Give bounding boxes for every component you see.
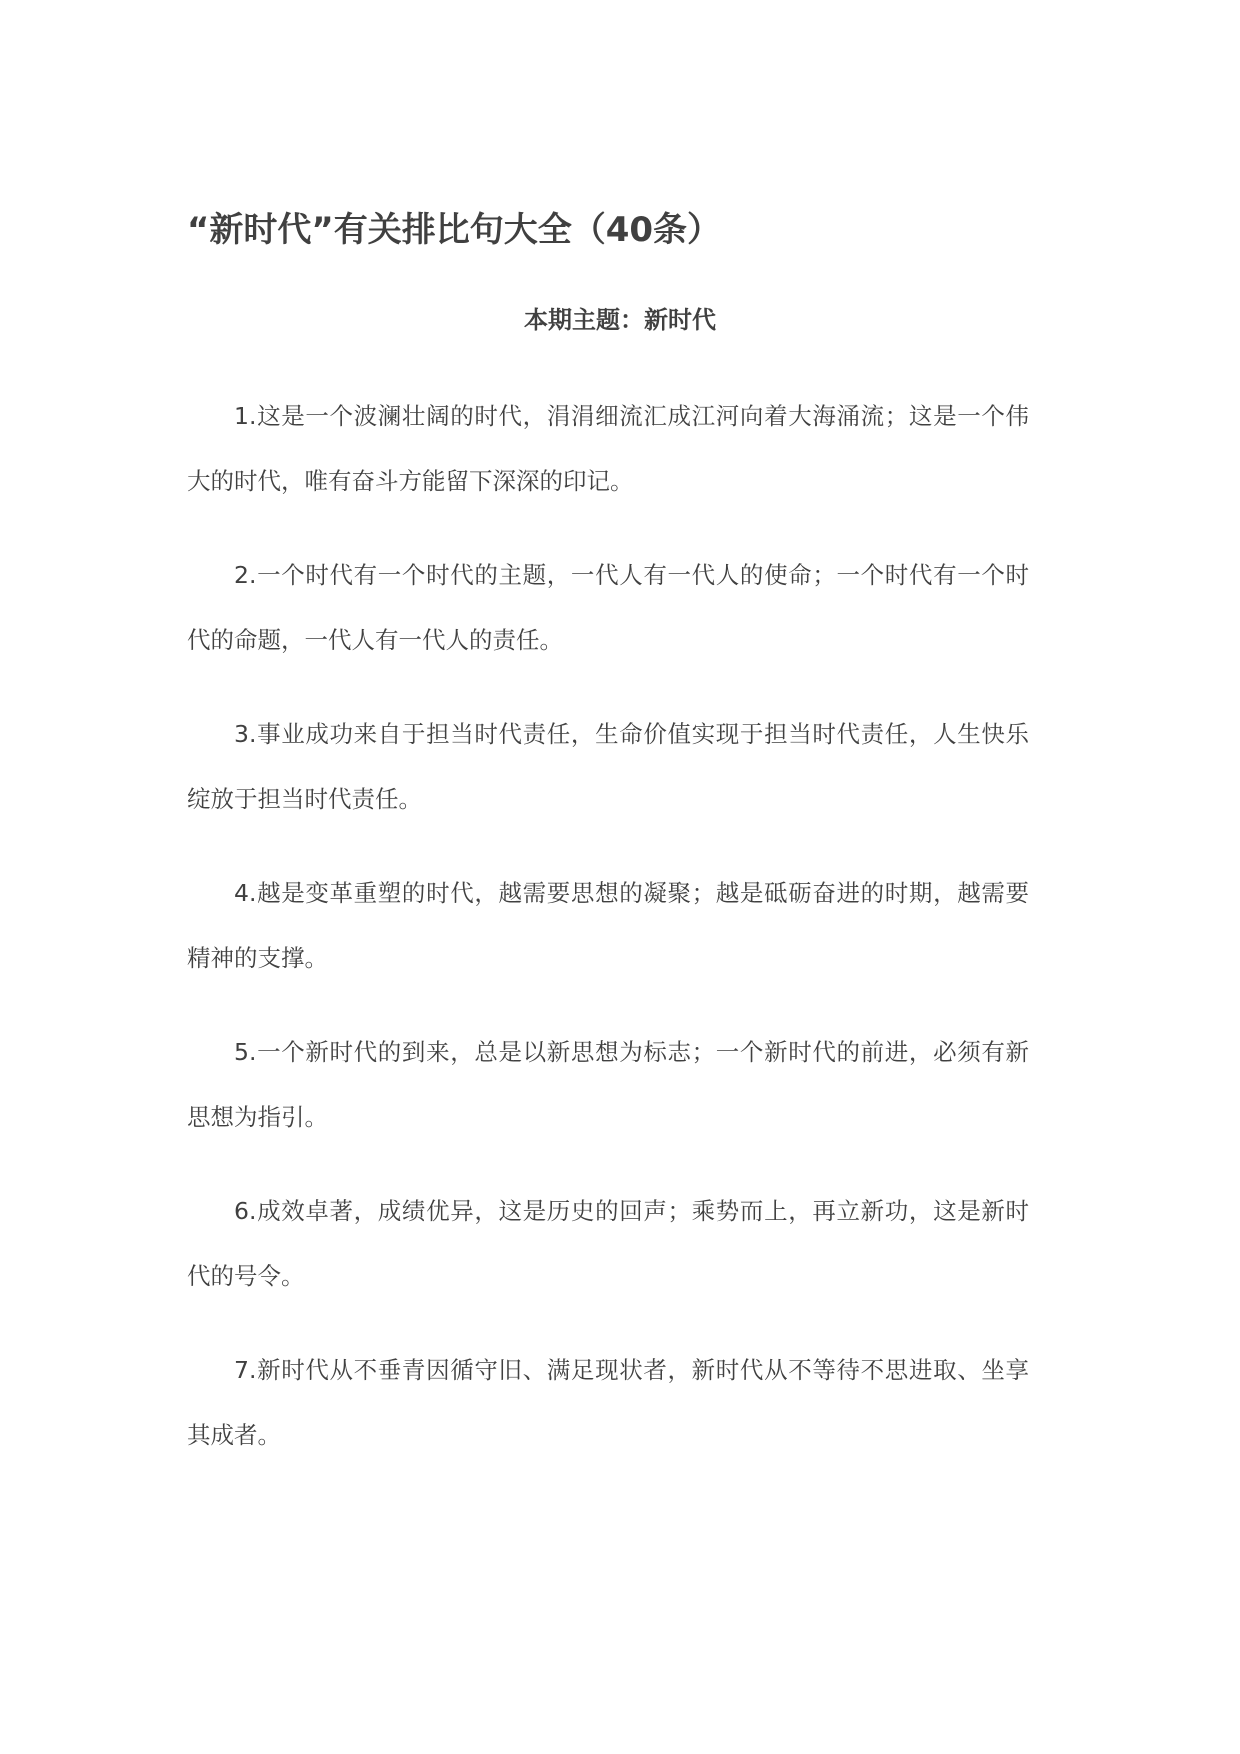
paragraph: 2.一个时代有一个时代的主题，一代人有一代人的使命；一个时代有一个时代的命题，一代人有一代人的责任。: [187, 561, 1029, 654]
paragraph: 4.越是变革重塑的时代，越需要思想的凝聚；越是砥砺奋进的时期，越需要精神的支撑。: [187, 879, 1029, 972]
document-title: “新时代”有关排比句大全（40条）: [187, 210, 722, 250]
paragraph: 1.这是一个波澜壮阔的时代，涓涓细流汇成江河向着大海涌流；这是一个伟大的时代，唯有奋斗方能留下深深的印记。: [187, 402, 1029, 495]
document-subtitle: 本期主题：新时代: [524, 306, 716, 334]
paragraph: 3.事业成功来自于担当时代责任，生命价值实现于担当时代责任，人生快乐绽放于担当时代责任。: [187, 720, 1029, 813]
paragraph-list: [187, 384, 1029, 1497]
paragraph: 5.一个新时代的到来，总是以新思想为标志；一个新时代的前进，必须有新思想为指引。: [187, 1038, 1029, 1131]
paragraph: 7.新时代从不垂青因循守旧、满足现状者，新时代从不等待不思进取、坐享其成者。: [187, 1356, 1029, 1449]
paragraph: 6.成效卓著，成绩优异，这是历史的回声；乘势而上，再立新功，这是新时代的号令。: [187, 1197, 1029, 1290]
